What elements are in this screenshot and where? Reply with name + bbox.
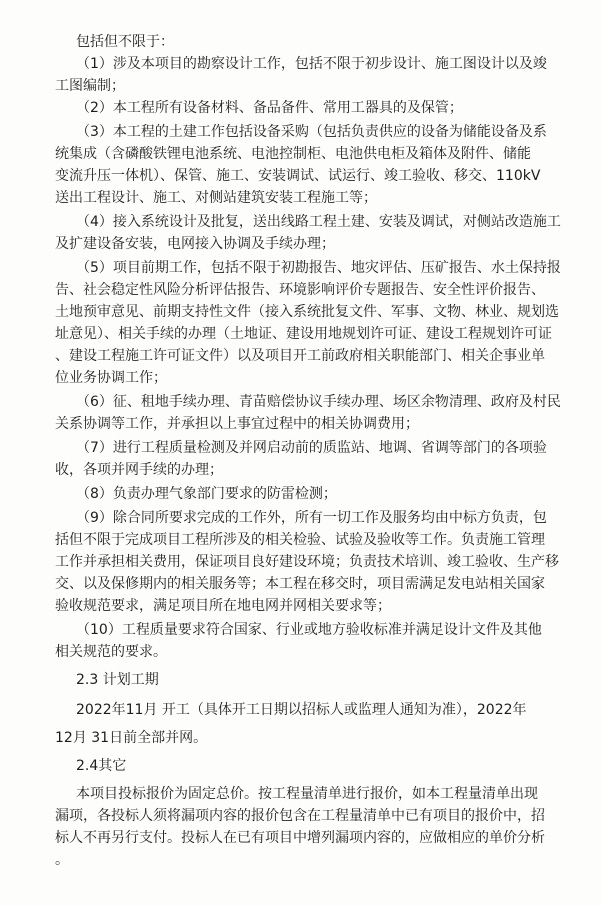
text-line: （2）本工程所有设备材料、备品备件、常用工器具的及保管； (76, 100, 463, 116)
text-line: 相关规范的要求。 (55, 644, 167, 660)
text-line: 变流升压一体机）、保管、施工、安装调试、试运行、竣工验收、移交、110kV (55, 168, 541, 184)
text-line: （9）除合同所要求完成的工作外，所有一切工作及服务均由中标方负责，包 (76, 510, 547, 526)
text-line: 统集成（含磷酸铁锂电池系统、电池控制柜、电池供电柜及箱体及附件、储能 (55, 146, 531, 162)
text-line: （1）涉及本项目的勘察设计工作，包括不限于初步设计、施工图设计以及竣 (76, 56, 547, 72)
text-line: （8）负责办理气象部门要求的防雷检测； (76, 486, 337, 502)
text-line: 位业务协调工作； (55, 370, 167, 386)
text-line: 交、以及保修期内的相关服务等；本工程在移交时，项目需满足发电站相关国家 (55, 576, 545, 592)
text-line: 漏项，各投标人须将漏项内容的报价包含在工程量清单中已有项目的报价中，招 (55, 808, 545, 824)
text-line: 标人不再另行支付。投标人在已有项目中增列漏项内容的，应做相应的单价分析 (55, 830, 545, 846)
text-line: 址意见）、相关手续的办理（土地证、建设用地规划许可证、建设工程规划许可证 (55, 326, 552, 342)
text-line: 工作并承担相关费用，保证项目良好建设环境；负责技术培训、竣工验收、生产移 (55, 554, 559, 570)
text-line: 工图编制； (55, 78, 125, 94)
text-line: 及扩建设备安装，电网接入协调及手续办理； (55, 236, 335, 252)
text-line: （6）征、租地手续办理、青苗赔偿协议手续办理、场区余物清理、政府及村民 (76, 394, 561, 410)
text-line: 括但不限于完成项目工程所涉及的相关检验、试验及验收等工作。负责施工管理 (55, 532, 545, 548)
text-line: 2022年11月 开工（具体开工日期以招标人或监理人通知为准），2022年 (76, 702, 527, 718)
text-line: 、建设工程施工许可证文件）以及项目开工前政府相关职能部门、相关企事业单 (55, 348, 545, 364)
text-line: （3）本工程的土建工作包括设备采购（包括负责供应的设备为储能设备及系 (76, 124, 547, 140)
text-line: 送出工程设计、施工、对侧站建筑安装工程施工等； (55, 190, 377, 206)
text-line: 12月 31日前全部并网。 (55, 730, 208, 746)
text-line: 关系协调等工作，并承担以上事宜过程中的相关协调费用； (55, 416, 419, 432)
text-line: （5）项目前期工作，包括不限于初勘报告、地灾评估、压矿报告、水土保持报 (76, 260, 561, 276)
text-line: （10）工程质量要求符合国家、行业或地方验收标准并满足设计文件及其他 (76, 622, 542, 638)
text-line: 。 (55, 852, 69, 868)
text-line: （4）接入系统设计及批复，送出线路工程土建、安装及调试，对侧站改造施工 (76, 214, 561, 230)
text-line: 包括但不限于： (76, 34, 174, 50)
section-heading-2-3: 2.3 计划工期 (76, 672, 159, 688)
text-line: 土地预审意见、前期支持性文件（接入系统批复文件、军事、文物、林业、规划选 (55, 304, 559, 320)
section-heading-2-4: 2.4其它 (76, 758, 127, 774)
text-line: 告、社会稳定性风险分析评估报告、环境影响评价专题报告、安全性评价报告、 (55, 282, 545, 298)
text-line: 收，各项并网手续的办理； (55, 462, 223, 478)
text-line: 验收规范要求，满足项目所在地电网并网相关要求等； (55, 598, 391, 614)
text-line: 本项目投标报价为固定总价。按工程量清单进行报价，如本工程量清单出现 (76, 786, 538, 802)
text-line: （7）进行工程质量检测及并网启动前的质监站、地调、省调等部门的各项验 (76, 440, 547, 456)
